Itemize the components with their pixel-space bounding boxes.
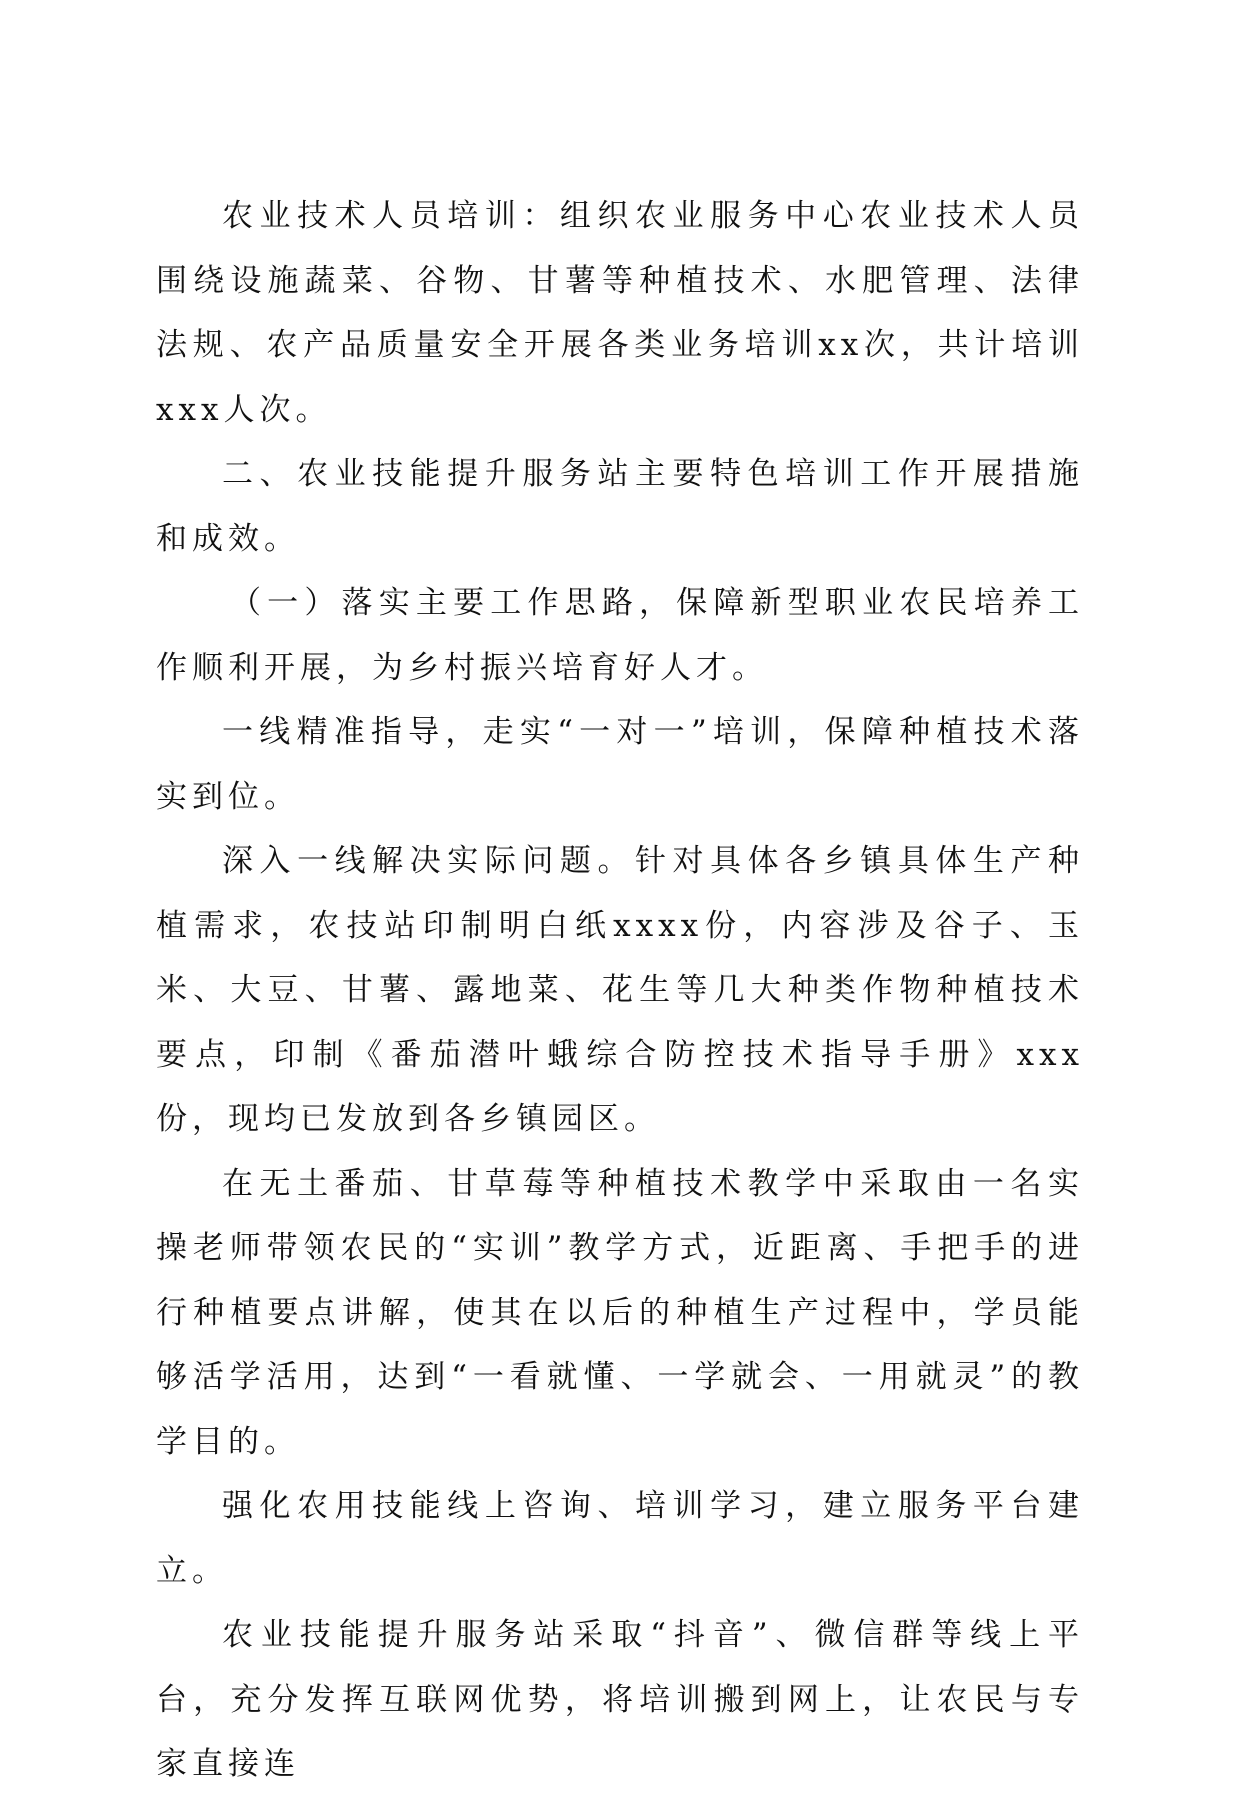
paragraph-solve-problems: 深入一线解决实际问题。针对具体各乡镇具体生产种植需求，农技站印制明白纸xxxx份，内容涉及谷子、玉米、大豆、甘薯、露地菜、花生等几大种类作物种植技术要点，印制《番茄潜叶蛾综合防控技术指导手册》xxx份，现均已发放到各乡镇园区。 [156,843,1084,1137]
paragraph-online-consulting: 强化农用技能线上咨询、培训学习，建立服务平台建立。 [156,1488,1084,1589]
paragraph-one-on-one: 一线精准指导，走实“一对一”培训，保障种植技术落实到位。 [156,714,1084,815]
paragraph-practical-training: 在无土番茄、甘草莓等种植技术教学中采取由一名实操老师带领农民的“实训”教学方式，近距离、手把手的进行种植要点讲解，使其在以后的种植生产过程中，学员能够活学活用，达到“一看就懂、一学就会、一用就灵”的教学目的。 [156,1165,1084,1460]
paragraph-online-platform: 农业技能提升服务站采取“抖音”、微信群等线上平台，充分发挥互联网优势，将培训搬到网上，让农民与专家直接连 [156,1617,1084,1782]
subsection-heading-1: （一）落实主要工作思路，保障新型职业农民培养工作顺利开展，为乡村振兴培育好人才。 [156,585,1084,686]
paragraph-technician-training: 农业技术人员培训：组织农业服务中心农业技术人员围绕设施蔬菜、谷物、甘薯等种植技术、水肥管理、法律法规、农产品质量安全开展各类业务培训xx次，共计培训xxx人次。 [156,198,1084,428]
document-body [156,184,1084,1797]
section-heading-2: 二、农业技能提升服务站主要特色培训工作开展措施和成效。 [156,456,1084,557]
